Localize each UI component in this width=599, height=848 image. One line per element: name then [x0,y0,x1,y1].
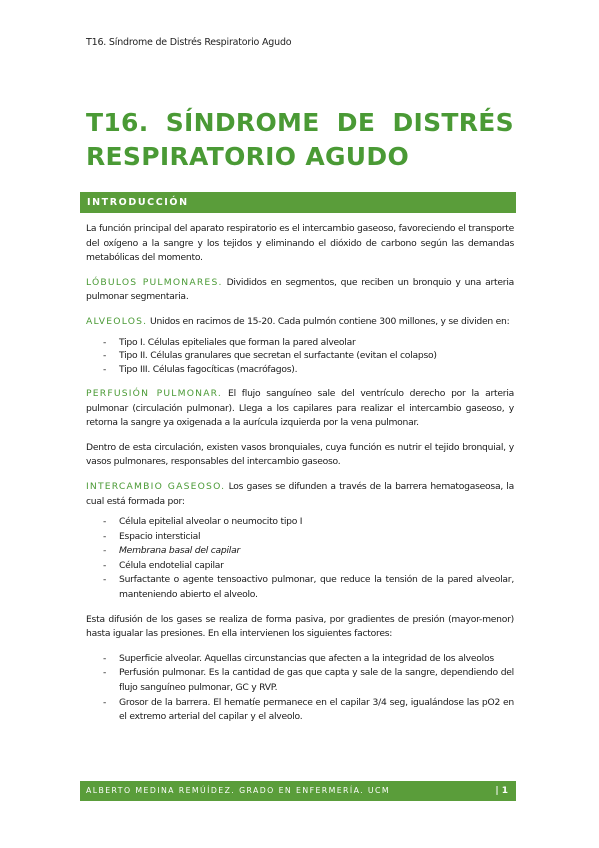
alveolos-text: Unidos en racimos de 15-20. Cada pulmón contiene 300 millones, y se dividen en: [147,315,510,327]
intercambio-paragraph [86,480,514,509]
intercambio-text: Los gases se difunden a través de la barrera hematogaseosa, la cual está formada por: [86,480,514,507]
document-title: T16. SÍNDROME DE DISTRÉS RESPIRATORIO AGUDO [86,108,514,171]
footer-bar [80,781,516,801]
difusion-paragraph: Esta difusión de los gases se realiza de forma pasiva, por gradientes de presión (mayor-menor) hasta igualar las presiones. En ella intervienen los siguientes factores: [86,613,514,640]
list-item: - Perfusión pulmonar. Es la cantidad de gas que capta y sale de la sangre, dependiendo del flujo sanguíneo pulmonar, GC y RVP. [86,666,514,695]
alveolos-list [86,336,514,377]
perfusion-paragraph [86,387,514,431]
section-header-bar [80,192,516,213]
list-item: - Grosor de la barrera. El hematíe permanece en el capilar 3/4 seg, igualándose las pO2 en el extremo arterial del capilar y el alveolo. [86,696,514,725]
list-item: - Espacio intersticial [86,530,514,545]
lobulos-paragraph [86,276,514,305]
factores-list [86,652,514,725]
intro-paragraph: La función principal del aparato respiratorio es el intercambio gaseoso, favoreciendo el transporte del oxígeno a la sangre y los tejidos y eliminando el dióxido de carbono según las demandas metabólicas del momento. [86,223,514,264]
list-item: - Célula epitelial alveolar o neumocito tipo I [86,515,514,530]
running-header: T16. Síndrome de Distrés Respiratorio Agudo [86,37,292,48]
list-item: - Membrana basal del capilar [86,544,514,559]
circulacion-paragraph: Dentro de esta circulación, existen vasos bronquiales, cuya función es nutrir el tejido bronquial, y vasos pulmonares, responsables del intercambio gaseoso. [86,441,514,468]
perfusion-text: El flujo sanguíneo sale del ventrículo derecho por la arteria pulmonar (circulación pulmonar). Llega a los capilares para realizar el intercambio gaseoso, y retorna la sangre ya oxigenada a la aurícula izquierda por la vena pulmonar. [86,387,515,429]
list-item: - Surfactante o agente tensoactivo pulmonar, que reduce la tensión de la pared alveolar, manteniendo abierto el alveolo. [86,573,514,602]
list-item: - Tipo I. Células epiteliales que forman la pared alveolar [86,336,514,350]
lobulos-term: LÓBULOS PULMONARES. [86,276,223,288]
lobulos-text: Divididos en segmentos, que reciben un bronquio y una arteria pulmonar segmentaria. [86,276,515,303]
footer-author: ALBERTO MEDINA REMÚÍDEZ. GRADO EN ENFERMERÍA. UCM [86,786,391,795]
list-item: - Superficie alveolar. Aquellas circunstancias que afecten a la integridad de los alveolos [86,652,514,667]
alveolos-paragraph [86,315,514,330]
section-header-label: INTRODUCCIÓN [87,197,189,208]
alveolos-term: ALVEOLOS. [86,315,148,327]
list-item: - Tipo II. Células granulares que secretan el surfactante (evitan el colapso) [86,349,514,363]
list-item: - Célula endotelial capilar [86,559,514,574]
barrera-list [86,515,514,603]
page-number: | 1 [495,786,508,796]
document-body [86,222,514,735]
list-item: - Tipo III. Células fagocíticas (macrófagos). [86,363,514,377]
intercambio-term: INTERCAMBIO GASEOSO. [86,480,226,492]
perfusion-term: PERFUSIÓN PULMONAR. [86,387,223,399]
